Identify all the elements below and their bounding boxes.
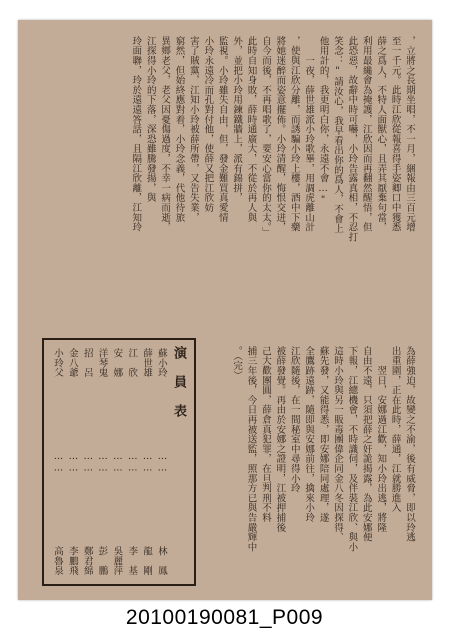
cast-row (80, 348, 94, 576)
leader-dots: …… (127, 450, 139, 474)
cast-row (124, 348, 138, 576)
leader-dots: …… (97, 450, 109, 474)
cast-row (95, 348, 109, 576)
actor-name: 吳麗萍 (111, 546, 123, 576)
actor-name: 林 鳳 (155, 546, 167, 576)
role-name: 蘇小玲 (155, 348, 167, 378)
leader-dots: …… (67, 450, 79, 474)
role-name: 招 呂 (81, 348, 93, 378)
cast-row (154, 348, 168, 576)
actor-name: 龍 剛 (141, 546, 153, 576)
archive-id-caption: 20100190081_P009 (125, 606, 324, 629)
cast-row (50, 348, 64, 576)
role-name: 小玲父 (52, 348, 63, 378)
actor-name: 高魯泉 (52, 546, 63, 576)
cast-list (50, 348, 168, 576)
cast-list-box (42, 338, 196, 586)
actor-name: 李 基 (126, 546, 138, 576)
actor-name: 彭 鵬 (96, 546, 108, 576)
leader-dots: …… (53, 450, 64, 474)
role-name: 安 娜 (111, 348, 123, 378)
document-sheet (18, 20, 432, 600)
role-name: 江 欣 (126, 348, 138, 378)
actor-name: 李鵬飛 (66, 546, 78, 576)
cast-list-title: 演員表 (171, 346, 186, 433)
role-name: 薛世雄 (141, 348, 153, 378)
cast-row (139, 348, 153, 576)
role-name: 金八爺 (66, 348, 78, 378)
cast-row (65, 348, 79, 576)
leader-dots: …… (156, 450, 168, 474)
leader-dots: …… (142, 450, 154, 474)
actor-name: 鄭君綿 (81, 546, 93, 576)
leader-dots: …… (112, 450, 124, 474)
synopsis-lower-text: 為薛強迫，故變之不渝，後有威脅，即以玲逃 出重圍，正在此時，薛通，江就勝進入 翌日，安娜過江歡，知小玲出逃，將隆 自由不遠，只須把薛之奸詭揭露，為此安娜便 下報，江總機會，不時識伺，及伴裝江欣、與小 這時小玲與另一販毒團偉企同金八冬因探得、 蘇先發，又能得悉，即安娜陪同處理，遂 全鷹跡遠跡，隨即與安娜前往，擒來小玲 江欣隨後，在一間秘室中尋得小玲 被薛發覺。再由於安娜之證明，江被押捕後 己大歡團圓，薛倉真犯罪，在旦判刑不料 捕三年後，今日再被送監，照那方已與告嚴輝中 。（完） (231, 346, 415, 552)
role-name: 洋琴鬼 (96, 348, 108, 378)
cast-row (109, 348, 123, 576)
synopsis-upper-text: ，立將之長期坐唱，不一月，綑報由三百元增 至一千元。此時江欣從報喜得手姿卿口中獲悉 薛之爲人，不特人面獸心，且弄其厭棄句當， 利用最纔會為掩護，江欣因而再翻然醒悟，但 此恐惡，故辭中時可嚇，小玲告露真相，不忍打 笑念："請汝心，我早看出你的爲人，不會上 他用計的，我更明白你，永遠不會…" 一夜，薛世雄派小玲歌畢，用調虎離山計 ，使與江欣分離，而誘騙小玲上樓，酒中下藥 將她迷醉而姿意擺佈。小玲清醒，悔恨交迸， 自今而後，不再唱歌了，要安心當你的太太。」 此時自知身敗，薛時通廣大，不從於再人與 外，並把小玲用鍊鐵牆上，派有錦拼， 監視。小玲雖失自由，但，發金難買真愛情 小玲永遠冷而孔對付他，使薛又把江欣妨 害了賊黨，江知小玲被薛所帶，又告失業， 窮然，但始終應對着，小玲念義，代他待旅 異鄉老父，老父因憂傷過度，不幸一病而逝， 江探得小玲的下落，深恐雖騰發揚，與 玲面聯，玲於遠遠答話，且隔江欣離，江知玲 (130, 36, 415, 242)
leader-dots: …… (82, 450, 94, 474)
